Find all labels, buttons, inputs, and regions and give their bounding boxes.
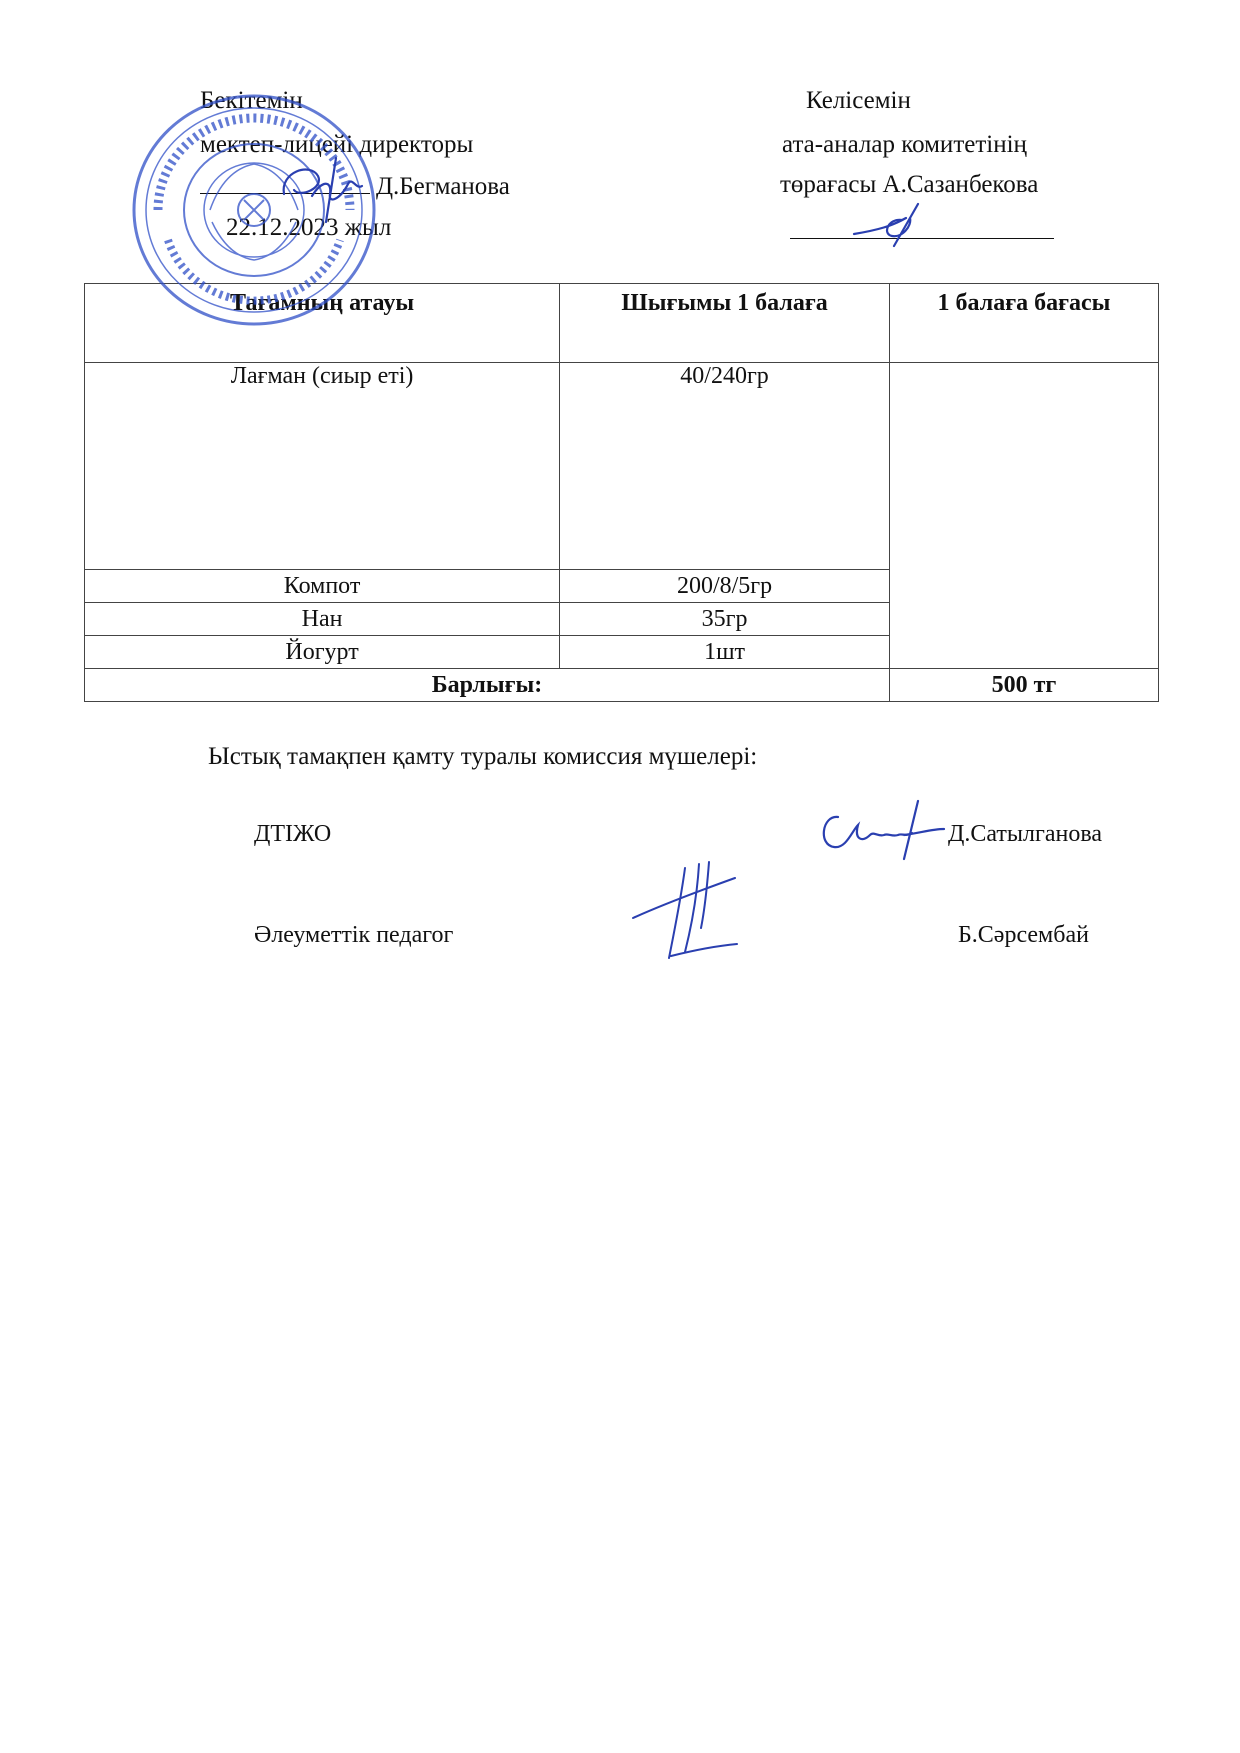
dish-yield: 40/240гр [560, 363, 890, 570]
approve-title: Бекітемін [200, 87, 303, 114]
dish-yield: 1шт [560, 636, 890, 669]
agree-title: Келісемін [806, 87, 911, 114]
chair-signature-icon [848, 200, 938, 250]
dish-yield: 35гр [560, 603, 890, 636]
total-label: Барлығы: [85, 669, 890, 702]
member-role: Әлеуметтік педагог [254, 922, 454, 948]
total-value: 500 тг [889, 669, 1158, 702]
director-signature-icon [270, 150, 390, 230]
dish-name: Компот [85, 570, 560, 603]
approve-role: мектеп-лицейі директоры [200, 131, 474, 158]
approve-name: Д.Бегманова [376, 173, 510, 200]
dish-name: Лағман (сиыр еті) [85, 363, 560, 570]
approve-date: 22.12.2023 жыл [226, 214, 392, 241]
table-row [85, 363, 1159, 570]
price-cell [889, 363, 1158, 669]
member-name: Д.Сатылганова [948, 821, 1103, 847]
agree-name: төрағасы А.Сазанбекова [780, 171, 1039, 198]
agree-role: ата-аналар комитетінің [782, 131, 1027, 158]
dtizho-signature-icon [808, 795, 958, 865]
header-price: 1 балаға бағасы [889, 284, 1158, 363]
total-row [85, 669, 1159, 702]
dish-yield: 200/8/5гр [560, 570, 890, 603]
header-yield: Шығымы 1 балаға [560, 284, 890, 363]
dish-name: Нан [85, 603, 560, 636]
pedagog-signature-icon [625, 858, 765, 968]
commission-title: Ыстық тамақпен қамту туралы комиссия мүшелері: [208, 743, 758, 770]
dish-name: Йогурт [85, 636, 560, 669]
member-name: Б.Сәрсембай [958, 922, 1089, 948]
header-dish-name: Тағамның атауы [85, 284, 560, 363]
menu-table [84, 283, 1159, 702]
member-role: ДТІЖО [254, 821, 332, 847]
